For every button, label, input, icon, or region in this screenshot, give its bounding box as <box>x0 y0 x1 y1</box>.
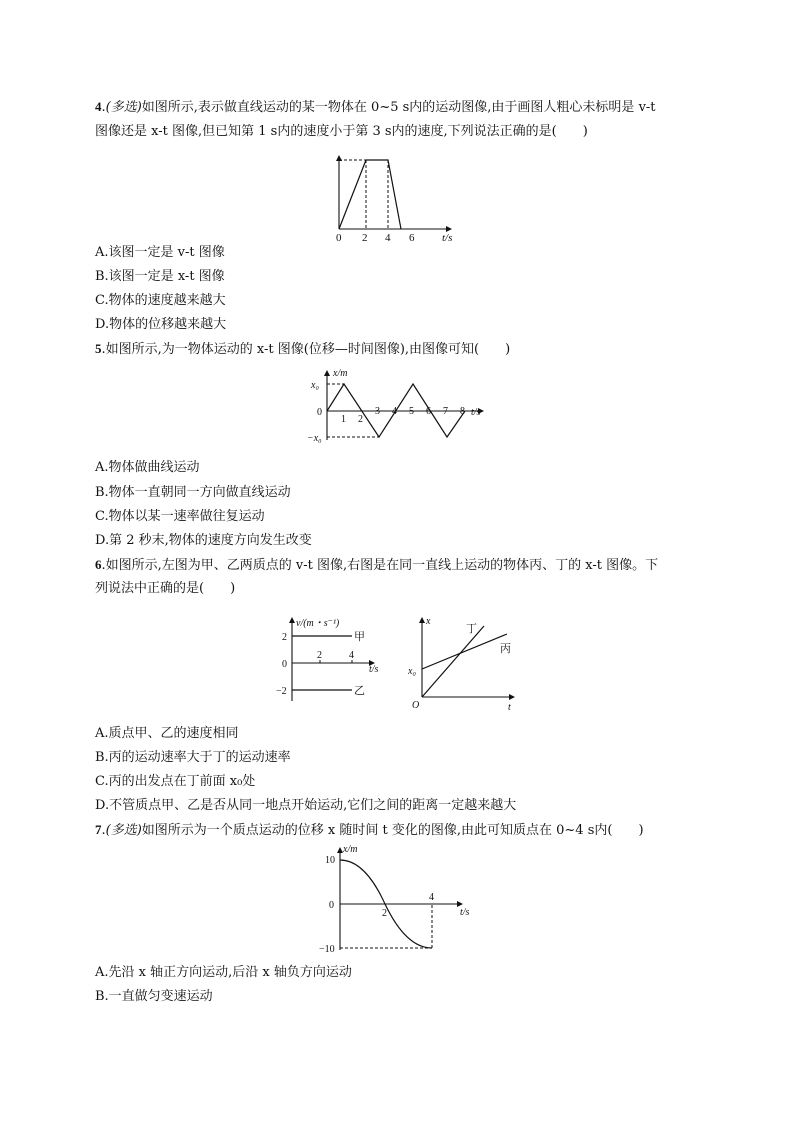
q6l-tick: 2 <box>317 650 322 661</box>
q7-y-bot: −10 <box>319 944 335 955</box>
q5-stem-text: 如图所示,为一物体运动的 x-t 图像(位移—时间图像),由图像可知( ) <box>105 342 511 357</box>
q6l-y-arrow <box>289 617 295 623</box>
q6r-origin: O <box>412 700 420 711</box>
q5-tick: 1 <box>341 414 346 425</box>
q5-negx0-label: −x₀ <box>307 433 322 444</box>
q6r-t-label: t <box>508 702 511 713</box>
question-number: 6 <box>95 557 102 572</box>
q5-graph <box>305 365 495 450</box>
q4-stem-line2: 图像还是 x-t 图像,但已知第 1 s内的速度小于第 3 s内的速度,下列说法正确的是( ) <box>95 124 588 139</box>
q5-tick: 6 <box>426 406 431 417</box>
q5-tick: 2 <box>358 414 363 425</box>
q7-y-top: 10 <box>325 855 335 866</box>
q5-option-d: D.第 2 秒末,物体的速度方向发生改变 <box>95 533 312 548</box>
q5-origin: 0 <box>317 407 322 418</box>
q5-option-a: A.物体做曲线运动 <box>95 460 200 475</box>
q6r-bing-line <box>422 634 507 669</box>
q6l-y-label: v/(m・s⁻¹) <box>296 618 340 629</box>
q7-tick: 4 <box>429 892 434 903</box>
question-number: 5 <box>95 341 102 356</box>
q4-option-b: B.该图一定是 x-t 图像 <box>95 269 225 284</box>
q6-right-graph <box>404 612 524 712</box>
q4-tick: 2 <box>362 232 368 244</box>
q7-x-label: t/s <box>460 907 470 918</box>
q7-origin: 0 <box>329 900 334 911</box>
q5-tick: 3 <box>375 406 380 417</box>
q6-stem-line2: 列说法中正确的是( ) <box>95 581 236 596</box>
q4-tick: 4 <box>385 232 391 244</box>
q4-graph <box>330 150 470 245</box>
q5-tick: 4 <box>392 406 397 417</box>
q5-tick: 7 <box>443 406 448 417</box>
q6l-y-pos: 2 <box>282 632 287 643</box>
q4-stem-line1: 4.(多选)如图所示,表示做直线运动的某一物体在 0~5 s内的运动图像,由于画图人粗心未标明是 v-t <box>95 99 656 115</box>
q5-option-c: C.物体以某一速率做往复运动 <box>95 509 265 524</box>
q6-option-c: C.丙的出发点在丁前面 x₀处 <box>95 774 256 789</box>
q4-stem-text: 如图所示,表示做直线运动的某一物体在 0~5 s内的运动图像,由于画图人粗心未标明是 v-t <box>141 100 656 115</box>
q6r-ding-line <box>422 626 484 697</box>
q7-option-b: B.一直做匀变速运动 <box>95 989 213 1004</box>
q6r-bing-label: 丙 <box>500 643 511 655</box>
q5-x-label: t/s <box>471 407 481 418</box>
q6l-jia-label: 甲 <box>354 631 365 643</box>
q6-option-a: A.质点甲、乙的速度相同 <box>95 726 239 741</box>
q5-y-label: x/m <box>333 368 348 379</box>
q5-stem: 5.如图所示,为一物体运动的 x-t 图像(位移—时间图像),由图像可知( ) <box>95 341 511 357</box>
q4-option-c: C.物体的速度越来越大 <box>95 293 226 308</box>
multi-select-tag: (多选) <box>105 100 142 115</box>
q6r-t-arrow <box>509 694 515 700</box>
q6r-y-arrow <box>419 617 425 623</box>
multi-select-tag: (多选) <box>105 823 142 838</box>
q5-x0-label: x₀ <box>311 380 319 391</box>
q6l-origin: 0 <box>282 659 287 670</box>
q7-stem-text: 如图所示为一个质点运动的位移 x 随时间 t 变化的图像,由此可知质点在 0~4 s内( ) <box>141 823 644 838</box>
q4-trapezoid <box>339 160 401 229</box>
q6-option-b: B.丙的运动速率大于丁的运动速率 <box>95 750 291 765</box>
q6l-x-label: t/s <box>369 664 379 675</box>
q4-option-a: A.该图一定是 v-t 图像 <box>95 245 225 260</box>
q7-option-a: A.先沿 x 轴正方向运动,后沿 x 轴负方向运动 <box>95 965 352 980</box>
q6l-tick: 4 <box>349 650 354 661</box>
q4-origin: 0 <box>336 232 342 244</box>
q5-y-arrow <box>324 370 330 376</box>
q5-tick: 5 <box>409 406 414 417</box>
q6l-yi-label: 乙 <box>354 685 365 697</box>
q6r-x0-label: x₀ <box>408 666 416 677</box>
q4-option-d: D.物体的位移越来越大 <box>95 317 227 332</box>
question-number: 7 <box>95 822 102 837</box>
q6-left-graph <box>272 612 392 707</box>
q6l-y-neg: −2 <box>276 686 287 697</box>
q6-stem-line1: 6.如图所示,左图为甲、乙两质点的 v-t 图像,右图是在同一直线上运动的物体丙、丁的 x-t 图像。下 <box>95 557 659 573</box>
q6-option-d: D.不管质点甲、乙是否从同一地点开始运动,它们之间的距离一定越来越大 <box>95 798 517 813</box>
q6-stem-text: 如图所示,左图为甲、乙两质点的 v-t 图像,右图是在同一直线上运动的物体丙、丁的 x-t 图像。下 <box>105 558 659 573</box>
q4-x-label: t/s <box>442 232 453 244</box>
q6r-ding-label: 丁 <box>466 623 477 635</box>
q7-tick: 2 <box>382 908 387 919</box>
q7-y-label: x/m <box>343 844 358 855</box>
q5-tick: 8 <box>460 406 465 417</box>
q7-stem: 7.(多选)如图所示为一个质点运动的位移 x 随时间 t 变化的图像,由此可知质点在 0~4 s内( ) <box>95 822 644 838</box>
question-number: 4 <box>95 99 102 114</box>
q4-tick: 6 <box>409 232 415 244</box>
q5-option-b: B.物体一直朝同一方向做直线运动 <box>95 485 291 500</box>
q7-graph <box>310 842 480 957</box>
q6r-y-label: x <box>426 616 431 627</box>
